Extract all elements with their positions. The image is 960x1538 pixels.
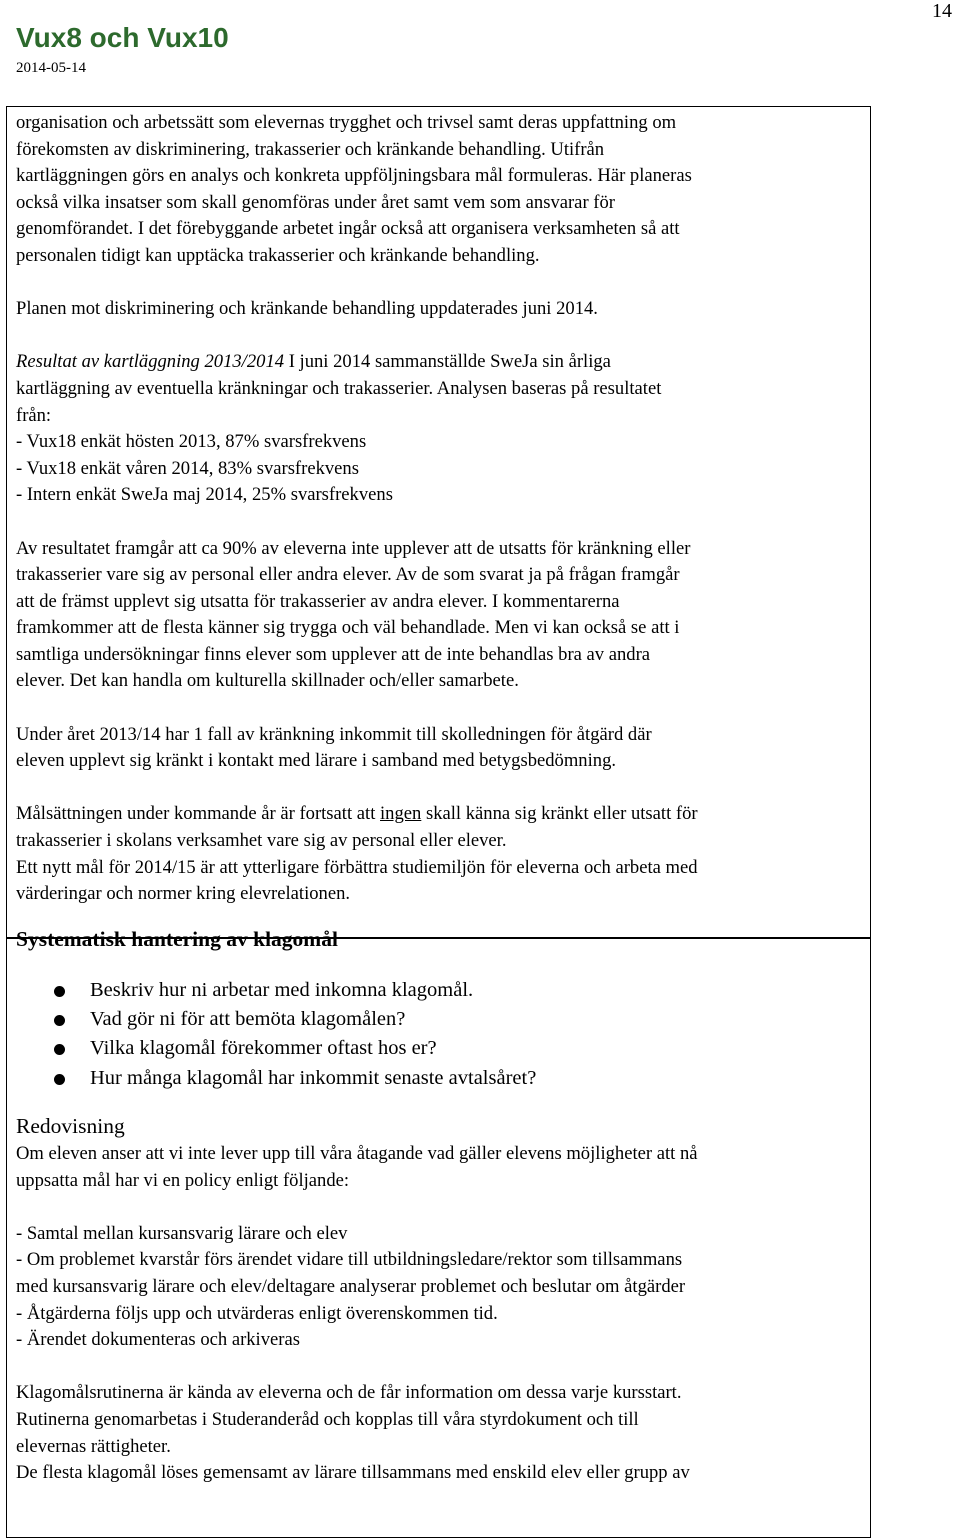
bullet-icon [54, 1015, 65, 1026]
text-line: framkommer att de flesta känner sig trygga och väl behandlade. Men vi kan också se att i [16, 617, 680, 639]
text-line: - Vux18 enkät hösten 2013, 87% svarsfrekvens [16, 431, 367, 453]
document-title: Vux8 och Vux10 [16, 22, 229, 53]
text-span: Målsättningen under kommande år är fortsatt att [16, 803, 381, 825]
text-line [16, 349, 864, 376]
text-line: De flesta klagomål löses gemensamt av lärare tillsammans med enskild elev eller grupp av [16, 1462, 690, 1484]
bullet-icon [54, 1074, 65, 1085]
list-item-text: Vilka klagomål förekommer oftast hos er? [90, 1037, 437, 1060]
routines-paragraph [16, 1380, 864, 1486]
list-item: - Åtgärderna följs upp och utvärderas enligt överenskommen tid. [16, 1302, 498, 1324]
text-line: att de främst upplevt sig utsatta för trakasserier av andra elever. I kommentarerna [16, 590, 620, 612]
text-line: Ett nytt mål för 2014/15 är att ytterligare förbättra studiemiljön för eleverna och arbeta med [16, 856, 698, 878]
intro-paragraph [16, 110, 864, 270]
text-line: Om eleven anser att vi inte lever upp till våra åtagande vad gäller elevens möjligheter att nå [16, 1143, 698, 1164]
section-heading: Systematisk hantering av klagomål [16, 926, 338, 951]
bullet-icon [54, 986, 65, 997]
procedure-list [16, 1221, 864, 1354]
list-item-text: Vad gör ni för att bemöta klagomålen? [90, 1008, 406, 1031]
text-line: trakasserier vare sig av personal eller andra elever. Av de som svarat ja på frågan framgår [16, 564, 680, 586]
text-line: Rutinerna genomarbetas i Studeranderåd och kopplas till våra styrdokument och till [16, 1408, 639, 1430]
survey-results-heading: Resultat av kartläggning 2013/2014 [16, 351, 285, 373]
question-list [16, 976, 864, 1093]
bullet-icon [54, 1044, 65, 1055]
goals-paragraph [16, 801, 864, 907]
analysis-paragraph [16, 536, 864, 696]
text-line: från: [16, 404, 52, 426]
sub-heading: Redovisning [16, 1114, 125, 1138]
text-line: - Intern enkät SweJa maj 2014, 25% svarsfrekvens [16, 484, 393, 506]
text-line: eleven upplevt sig kränkt i kontakt med lärare i samband med betygsbedömning. [16, 750, 617, 772]
text-line: samtliga undersökningar finns elever som upplever att de inte behandlas bra av andra [16, 643, 651, 665]
text-line: organisation och arbetssätt som elevernas trygghet och trivsel samt deras uppfattning om [16, 112, 677, 133]
plan-update-paragraph: Planen mot diskriminering och kränkande behandling uppdaterades juni 2014. [16, 298, 598, 320]
text-line: Av resultatet framgår att ca 90% av eleverna inte upplever att de utsatts för kränkning eller [16, 537, 691, 559]
text-line: uppsatta mål har vi en policy enligt följande: [16, 1169, 350, 1191]
list-item [16, 1064, 864, 1093]
survey-results-paragraph [16, 349, 864, 509]
list-item: - Om problemet kvarstår förs ärendet vidare till utbildningsledare/rektor som tillsammans [16, 1249, 683, 1271]
list-item [16, 1005, 864, 1034]
text-line: genomförandet. I det förebyggande arbetet ingår också att organisera verksamheten så att [16, 218, 680, 240]
list-item: med kursansvarig lärare och elev/deltagare analyserar problemet och beslutar om åtgärder [16, 1275, 686, 1297]
text-line: kartläggningen görs en analys och konkreta uppföljningsbara mål formuleras. Här planeras [16, 165, 692, 187]
text-line: också vilka insatser som skall genomföras under året samt vem som ansvarar för [16, 191, 615, 213]
list-item [16, 976, 864, 1005]
text-line: Klagomålsrutinerna är kända av eleverna och de får information om dessa varje kursstart. [16, 1382, 682, 1404]
text-line: elever. Det kan handla om kulturella skillnader och/eller samarbete. [16, 670, 519, 692]
list-item-text: Hur många klagomål har inkommit senaste avtalsåret? [90, 1066, 537, 1089]
text-line: förekomsten av diskriminering, trakasserier och kränkande behandling. Utifrån [16, 138, 605, 160]
text-line: Under året 2013/14 har 1 fall av kränkning inkommit till skolledningen för åtgärd där [16, 723, 652, 745]
incident-paragraph [16, 722, 864, 775]
text-line: kartläggning av eventuella kränkningar och trakasserier. Analysen baseras på resultatet [16, 377, 662, 399]
document-date: 2014-05-14 [16, 60, 86, 76]
underlined-word: ingen [380, 803, 422, 825]
list-item: - Ärendet dokumenteras och arkiveras [16, 1329, 300, 1351]
list-item-text: Beskriv hur ni arbetar med inkomna klagomål. [90, 978, 474, 1001]
policy-paragraph [16, 1141, 864, 1194]
text-span: skall känna sig kränkt eller utsatt för [421, 803, 698, 825]
text-line: trakasserier i skolans verksamhet vare sig av personal eller elever. [16, 830, 507, 852]
text-span: I juni 2014 sammanställde SweJa sin årliga [284, 351, 611, 373]
page-number: 14 [932, 0, 952, 22]
text-line: personalen tidigt kan upptäcka trakasserier och kränkande behandling. [16, 244, 540, 266]
list-item [16, 1034, 864, 1063]
text-line: elevernas rättigheter. [16, 1435, 171, 1457]
list-item: - Samtal mellan kursansvarig lärare och elev [16, 1222, 348, 1244]
document-body [16, 110, 864, 1487]
text-line [16, 801, 864, 828]
text-line: - Vux18 enkät våren 2014, 83% svarsfrekvens [16, 457, 359, 479]
text-line: värderingar och normer kring elevrelationen. [16, 883, 351, 905]
